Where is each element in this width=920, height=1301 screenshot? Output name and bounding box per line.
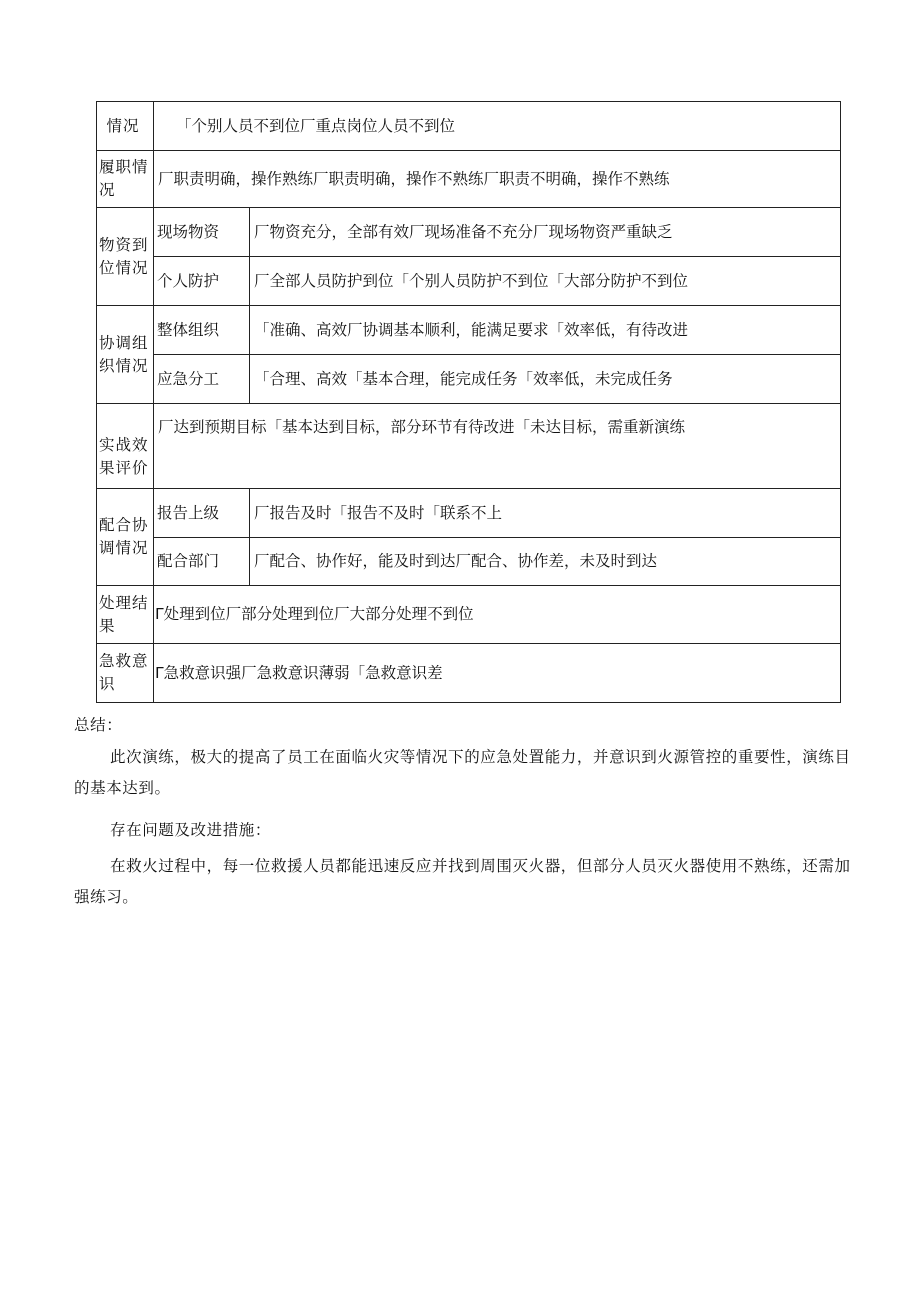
row-category-label: 急救意识 <box>97 644 154 703</box>
row-options: 「个别人员不到位厂重点岗位人员不到位 <box>154 102 841 151</box>
row-options: 「合理、高效「基本合理，能完成任务「效率低，未完成任务 <box>250 355 841 404</box>
row-category-label: 协调组织情况 <box>97 306 154 404</box>
row-options: 厂达到预期目标「基本达到目标，部分环节有待改进「未达目标，需重新演练 <box>154 404 841 489</box>
row-options: 厂职责明确，操作熟练厂职责明确，操作不熟练厂职责不明确，操作不熟练 <box>154 151 841 208</box>
sub-category-label: 报告上级 <box>154 489 250 538</box>
row-options: 「准确、高效厂协调基本顺利，能满足要求「效率低，有待改进 <box>250 306 841 355</box>
summary-heading: 总结： <box>74 716 123 734</box>
row-options: 厂物资充分，全部有效厂现场准备不充分厂现场物资严重缺乏 <box>250 208 841 257</box>
table-row <box>97 404 841 489</box>
evaluation-table <box>96 101 841 703</box>
table-row <box>97 489 841 538</box>
sub-category-label: 配合部门 <box>154 538 250 586</box>
row-category-label: 物资到位情况 <box>97 208 154 306</box>
row-category-label: 履职情况 <box>97 151 154 208</box>
sub-category-label: 应急分工 <box>154 355 250 404</box>
sub-category-label: 现场物资 <box>154 208 250 257</box>
table-row <box>97 644 841 703</box>
row-category-label: 实战效果评价 <box>97 404 154 489</box>
issues-paragraph: 在救火过程中，每一位救援人员都能迅速反应并找到周围灭火器，但部分人员灭火器使用不熟练，还需加强练习。 <box>74 857 851 906</box>
issues-heading: 存在问题及改进措施： <box>110 821 272 839</box>
sub-category-label: 整体组织 <box>154 306 250 355</box>
table-row <box>97 586 841 644</box>
sub-category-label: 个人防护 <box>154 257 250 306</box>
table-row <box>97 538 841 586</box>
row-options: 厂报告及时「报告不及时「联系不上 <box>250 489 841 538</box>
table-row <box>97 257 841 306</box>
table-row <box>97 151 841 208</box>
row-category-label: 情况 <box>97 102 154 151</box>
row-options: Γ处理到位厂部分处理到位厂大部分处理不到位 <box>154 586 841 644</box>
table-row <box>97 355 841 404</box>
summary-paragraph: 此次演练，极大的提高了员工在面临火灾等情况下的应急处置能力，并意识到火源管控的重要性，演练目的基本达到。 <box>74 748 851 797</box>
row-options: Γ急救意识强厂急救意识薄弱「急救意识差 <box>154 644 841 703</box>
row-category-label: 配合协调情况 <box>97 489 154 586</box>
row-options: 厂配合、协作好，能及时到达厂配合、协作差，未及时到达 <box>250 538 841 586</box>
row-category-label: 处理结果 <box>97 586 154 644</box>
table-row <box>97 306 841 355</box>
row-options: 厂全部人员防护到位「个别人员防护不到位「大部分防护不到位 <box>250 257 841 306</box>
table-row <box>97 102 841 151</box>
table-row <box>97 208 841 257</box>
